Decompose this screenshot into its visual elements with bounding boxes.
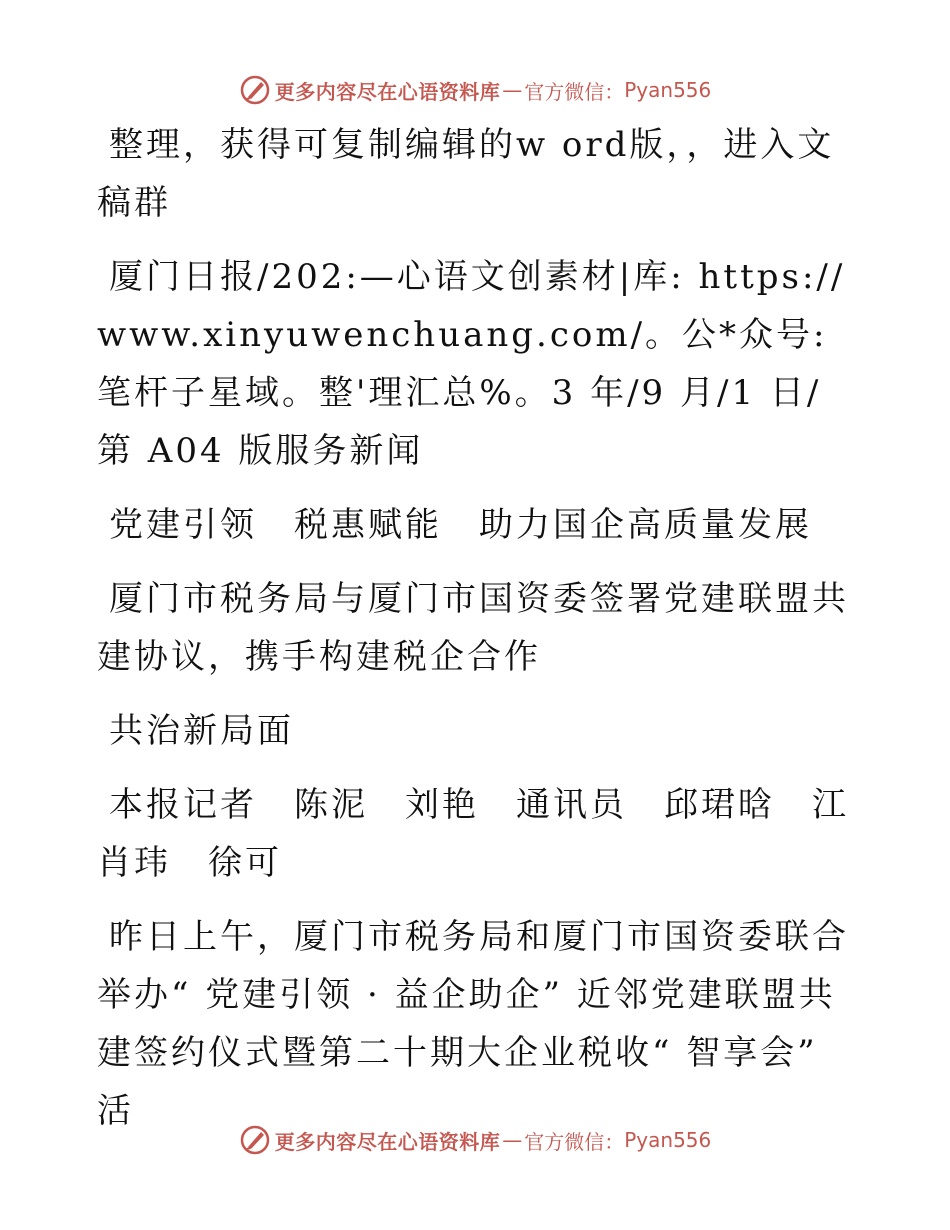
article-subheadline-cont: 共治新局面 [109,711,294,751]
banner-wechat-label: 官方微信： [524,79,625,104]
banner-separator: — [502,78,523,102]
paragraph-source: 厦门日报/202:—心语文创素材|库: https://www.xinyuwenchuang.com/。公*众号: 笔杆子星域。整'理汇总%。3 年/9 月/1 日/第 A04 版服务新闻 [97,257,846,471]
banner-text: 更多内容尽在心语资料库 [274,79,501,104]
quill-pen-logo-icon [239,74,271,106]
banner-wechat-id: Pyan556 [624,1128,712,1152]
banner-wechat-id: Pyan556 [624,78,712,102]
banner-wechat-label: 官方微信： [524,1129,625,1154]
article-byline: 本报记者 陈泥 刘艳 通讯员 邱珺晗 江肖玮 徐可 [97,785,849,883]
document-body [97,116,857,1156]
banner-text: 更多内容尽在心语资料库 [274,1129,501,1154]
top-watermark-banner [0,70,950,110]
paragraph-intro: 整理，获得可复制编辑的w ord版，，进入文稿群 [97,125,835,223]
quill-pen-logo-icon [239,1124,271,1156]
banner-separator: — [502,1128,523,1152]
article-body-paragraph: 昨日上午，厦门市税务局和厦门市国资委联合举办“ 党建引领 · 益企助企” 近邻党建联盟共建签约仪式暨第二十期大企业税收“ 智享会” 活 [97,917,849,1131]
article-subheadline: 厦门市税务局与厦门市国资委签署党建联盟共建协议，携手构建税企合作 [97,579,849,677]
article-headline: 党建引领 税惠赋能 助力国企高质量发展 [109,505,812,545]
bottom-watermark-banner [0,1120,950,1160]
